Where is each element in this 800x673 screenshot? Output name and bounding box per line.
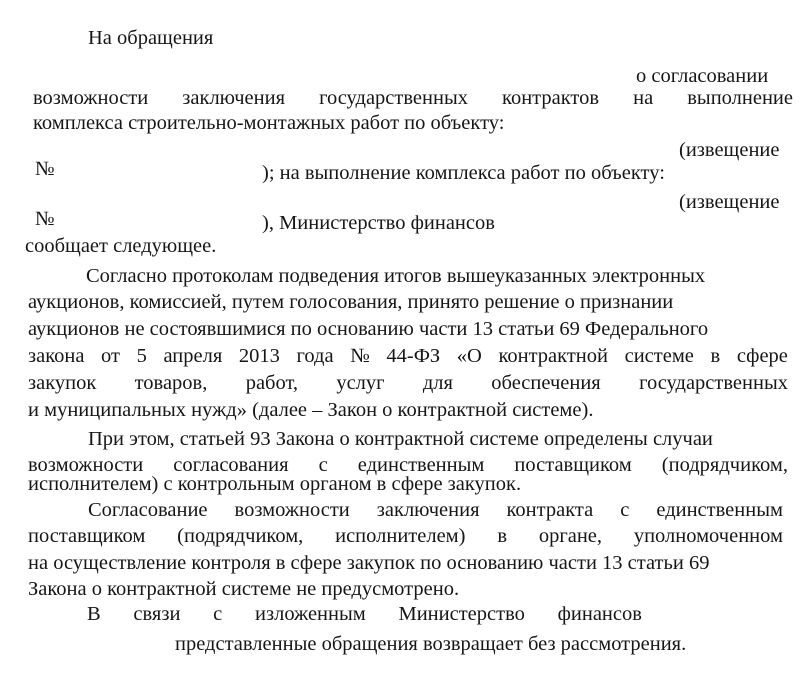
paragraph-1-line-2: аукционов, комиссией, путем голосования, принято решение о признании — [28, 291, 674, 313]
paragraph-4-line-1-word: В — [87, 603, 101, 625]
paragraph-4-line-1-word: финансов — [557, 603, 642, 625]
paragraph-1-line-5-word: для — [422, 372, 453, 394]
paragraph-3-line-2-word: поставщиком — [28, 525, 146, 547]
paragraph-4-line-1-word: связи — [133, 603, 181, 625]
paragraph-1-line-4-word: № — [350, 345, 370, 367]
paragraph-2-line-2-word: (подрядчиком, — [661, 454, 788, 476]
paragraph-3-line-2-word: органе, — [538, 525, 603, 547]
paragraph-1-line-4-word: года — [296, 345, 334, 367]
paragraph-2-line-1: При этом, статьей 93 Закона о контрактной системе определены случаи — [88, 428, 713, 450]
paragraph-3-line-1-word: с — [620, 499, 630, 521]
paragraph-2-line-2-word: с — [318, 454, 328, 476]
paragraph-3-line-1-word: возможности — [234, 499, 350, 521]
intro-line-3-word: на — [633, 87, 654, 109]
paragraph-1-line-4-word: апреля — [163, 345, 223, 367]
paragraph-3-line-2 — [28, 526, 783, 547]
paragraph-3-line-3: на осуществление контроля в сфере закупок по основанию части 13 статьи 69 — [28, 552, 710, 574]
paragraph-1-line-1: Согласно протоколам подведения итогов вышеуказанных электронных — [86, 265, 706, 287]
intro-line-8: ), Министерство финансов — [262, 212, 495, 234]
paragraph-1-line-4-word: «О — [456, 345, 482, 367]
paragraph-4-line-1-word: изложенным — [255, 603, 366, 625]
paragraph-2-line-3: исполнителем) с контрольным органом в сфере закупок. — [28, 473, 522, 495]
paragraph-1-line-4-word: 5 — [136, 345, 147, 367]
paragraph-1-line-5-word: услуг — [336, 372, 385, 394]
paragraph-1-line-4-word: от — [101, 345, 120, 367]
paragraph-4-line-1 — [87, 604, 642, 625]
paragraph-1-line-4-word: сфере — [736, 345, 788, 367]
intro-line-3-word: выполнение — [687, 87, 793, 109]
intro-line-3 — [33, 88, 793, 109]
paragraph-1-line-4-word: системе — [624, 345, 694, 367]
paragraph-2-line-2-word: единственным — [357, 454, 485, 476]
paragraph-3-line-1-word: единственным — [656, 499, 783, 521]
paragraph-4-line-1-word: Министерство — [398, 603, 525, 625]
paragraph-1-line-5-word: государственных — [639, 372, 788, 394]
intro-line-8-number-sign: № — [35, 208, 55, 230]
paragraph-1-line-5-word: закупок — [28, 372, 97, 394]
intro-line-3-word: контрактов — [502, 87, 600, 109]
paragraph-1-line-6: и муниципальных нужд» (далее – Закон о контрактной системе). — [28, 399, 594, 421]
intro-line-5: (извещение — [679, 139, 780, 161]
intro-line-9: сообщает следующее. — [25, 235, 217, 257]
intro-line-1: На обращения — [88, 27, 214, 49]
paragraph-1-line-4-word: в — [710, 345, 721, 367]
paragraph-1-line-4-word: 2013 — [238, 345, 280, 367]
paragraph-1-line-5-word: обеспечения — [491, 372, 601, 394]
intro-line-7: (извещение — [679, 191, 780, 213]
intro-line-3-word: государственных — [319, 87, 468, 109]
paragraph-1-line-5-word: работ, — [245, 372, 298, 394]
intro-line-3-word: заключения — [182, 87, 285, 109]
intro-line-6-number-sign: № — [35, 158, 55, 180]
paragraph-1-line-5-word: товаров, — [134, 372, 208, 394]
paragraph-2-line-2-word: поставщиком — [514, 454, 632, 476]
paragraph-1-line-3: аукционов не состоявшимися по основанию части 13 статьи 69 Федерального — [28, 318, 709, 340]
paragraph-3-line-2-word: (подрядчиком, — [177, 525, 304, 547]
paragraph-3-line-2-word: уполномоченном — [633, 525, 783, 547]
intro-line-2: о согласовании — [636, 65, 769, 87]
paragraph-1-line-5 — [28, 373, 788, 394]
paragraph-1-line-4-word: закона — [28, 345, 85, 367]
paragraph-3-line-4: Закона о контрактной системе не предусмотрено. — [28, 578, 460, 600]
paragraph-2-line-2-word: возможности — [28, 454, 144, 476]
paragraph-1-line-4-word: 44-ФЗ — [386, 345, 441, 367]
paragraph-1-line-4-word: контрактной — [498, 345, 608, 367]
paragraph-2-line-2-word: согласования — [173, 454, 289, 476]
paragraph-1-line-4 — [28, 346, 788, 367]
paragraph-3-line-1-word: Согласование — [88, 499, 208, 521]
intro-line-4: комплекса строительно-монтажных работ по объекту: — [33, 112, 505, 134]
intro-line-6: ); на выполнение комплекса работ по объекту: — [262, 162, 665, 184]
paragraph-4-line-2: представленные обращения возвращает без рассмотрения. — [175, 633, 687, 655]
paragraph-3-line-2-word: исполнителем) — [335, 525, 466, 547]
paragraph-3-line-1 — [88, 500, 783, 521]
paragraph-4-line-1-word: с — [213, 603, 223, 625]
paragraph-3-line-1-word: заключения — [376, 499, 480, 521]
paragraph-3-line-2-word: в — [497, 525, 507, 547]
intro-line-3-word: возможности — [33, 87, 149, 109]
paragraph-3-line-1-word: контракта — [506, 499, 594, 521]
